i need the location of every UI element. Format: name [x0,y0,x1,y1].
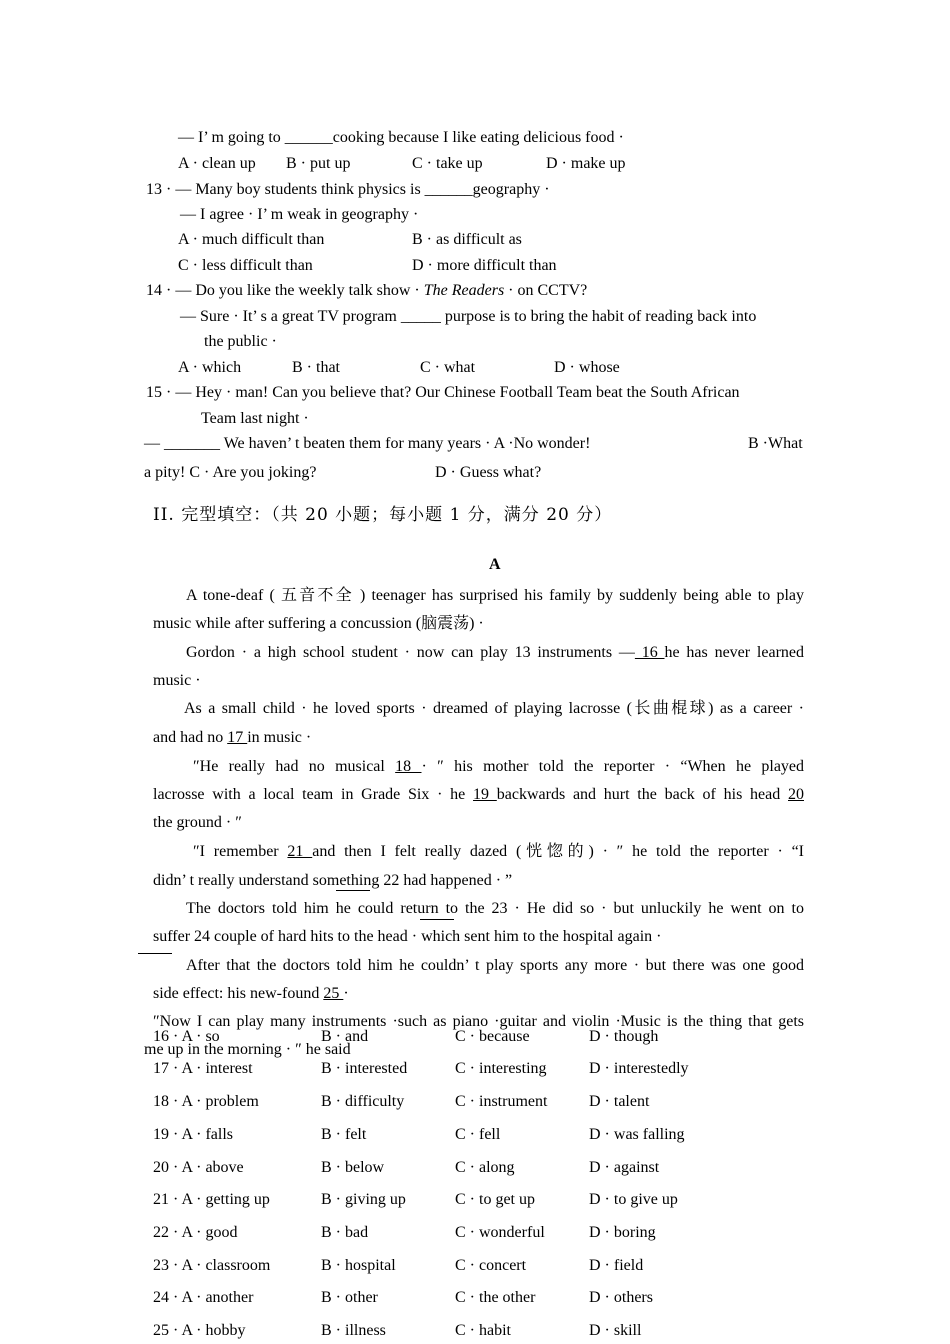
passage-text: Gordon · a high school student · now can play 13 instruments — [186,644,635,661]
answer-17-c: C · interesting [455,1060,547,1077]
answer-24-b: B · other [321,1289,378,1306]
passage-text: · [343,985,349,1002]
q15-options-line: a pity! C · Are you joking? [144,464,317,481]
q14-option-a: A · which [178,359,242,376]
answer-24-c: C · the other [455,1289,536,1306]
answer-23-d: D · field [589,1257,644,1274]
answer-23-a: 23 · A · classroom [153,1257,271,1274]
answer-17-b: B · interested [321,1060,408,1077]
blank-24-rule [138,953,172,954]
answer-19-b: B · felt [321,1126,367,1143]
answer-16-b: B · and [321,1028,369,1045]
passage-text: in music · [247,729,312,746]
q12-option-b: B · put up [286,155,351,172]
answer-22-c: C · wonderful [455,1224,545,1241]
answer-17-a: 17 · A · interest [153,1060,253,1077]
passage-text: side effect: his new-found [153,985,324,1002]
q15-stem: 15 · — Hey · man! Can you believe that? Our Chinese Football Team beat the South African [146,384,740,401]
q12-option-d: D · make up [546,155,626,172]
blank-20: 20 [788,786,804,803]
passage-p4-line2 [153,785,804,805]
answer-18-b: B · difficulty [321,1093,405,1110]
answer-19-d: D · was falling [589,1126,685,1143]
q15-reply: — _______ We haven’ t beaten them for many years · A ·No wonder! [144,435,591,452]
blank-22-rule [336,890,370,891]
q12-option-c: C · take up [412,155,483,172]
answer-22-d: D · boring [589,1224,656,1241]
answer-21-d: D · to give up [589,1191,678,1208]
passage-p8-line2: me up in the morning · ″ he said [144,1041,351,1058]
q12-option-a: A · clean up [178,155,256,172]
answer-19-a: 19 · A · falls [153,1126,233,1143]
answer-25-a: 25 · A · hobby [153,1322,246,1339]
section-heading: II. 完型填空：（共 20 小题；每小题 1 分，满分 20 分） [153,505,613,525]
answer-16-a: 16 · A · so [153,1028,220,1045]
passage-text: · ″ his mother told the reporter · “When he played [421,758,805,775]
passage-p3-line2 [153,728,311,748]
answer-17-d: D · interestedly [589,1060,689,1077]
answer-24-d: D · others [589,1289,653,1306]
passage-text: and had no [153,729,228,746]
answer-24-a: 24 · A · another [153,1289,254,1306]
passage-p8-line1: ″Now I can play many instruments ·such as piano ·guitar and violin ·Music is the thing that gets [153,1013,804,1030]
q14-stem-start: 14 · — Do you like the weekly talk show · [146,282,424,299]
q14-stem [146,281,587,301]
blank-25: 25 [323,985,344,1002]
q14-stem-end: · on CCTV? [504,282,588,299]
blank-18: 18 [395,758,422,775]
answer-16-c: C · because [455,1028,530,1045]
answer-19-c: C · fell [455,1126,501,1143]
q14-show-title: The Readers [423,282,505,299]
blank-19: 19 [473,786,497,803]
passage-p7-line2 [153,984,349,1004]
passage-p5-line2: didn’ t really understand something 22 had happened · ” [153,872,513,889]
q13-stem: 13 · — Many boy students think physics is ______geography · [146,181,550,198]
q14-option-c: C · what [420,359,476,376]
q12-dialog: — I’ m going to ______cooking because I like eating delicious food · [178,129,624,146]
passage-p6-line2: suffer 24 couple of hard hits to the head · which sent him to the hospital again · [153,928,662,945]
passage-label: A [489,556,501,573]
passage-text: ″He really had no musical [193,758,396,775]
passage-text: and then I felt really dazed (恍惚的) · ″ he told the reporter · “I [312,843,805,860]
passage-p3-line1: As a small child · he loved sports · dreamed of playing lacrosse (长曲棍球) as a career · [184,700,804,717]
passage-text: backwards and hurt the back of his head [496,786,788,803]
answer-22-a: 22 · A · good [153,1224,238,1241]
answer-23-c: C · concert [455,1257,527,1274]
answer-21-b: B · giving up [321,1191,406,1208]
passage-p2-line2: music · [153,672,201,689]
answer-25-b: B · illness [321,1322,386,1339]
passage-p5-line1 [153,842,804,862]
q13-reply: — I agree · I’ m weak in geography · [180,206,419,223]
answer-22-b: B · bad [321,1224,369,1241]
answer-23-b: B · hospital [321,1257,396,1274]
answer-20-d: D · against [589,1159,660,1176]
passage-p1-line2: music while after suffering a concussion (脑震荡) · [153,615,484,632]
q13-option-d: D · more difficult than [412,257,557,274]
blank-23-rule [420,919,454,920]
answer-21-a: 21 · A · getting up [153,1191,270,1208]
answer-25-c: C · habit [455,1322,511,1339]
blank-21: 21 [287,843,313,860]
passage-text: lacrosse with a local team in Grade Six · he [153,786,474,803]
passage-text: ″I remember [193,843,288,860]
passage-p7-line1: After that the doctors told him he couldn’ t play sports any more · but there was one good [186,957,804,974]
answer-21-c: C · to get up [455,1191,535,1208]
passage-p1-line1: A tone-deaf ( 五音不全 ) teenager has surprised his family by suddenly being able to play [186,587,804,604]
answer-18-d: D · talent [589,1093,650,1110]
q15-option-b: B ·What [748,435,803,452]
q13-option-b: B · as difficult as [412,231,522,248]
q15-stem-continued: Team last night · [201,410,309,427]
answer-25-d: D · skill [589,1322,642,1339]
answer-20-c: C · along [455,1159,515,1176]
q15-option-d: D · Guess what? [435,464,542,481]
q13-option-c: C · less difficult than [178,257,313,274]
q14-option-b: B · that [292,359,340,376]
passage-p2-line1 [153,643,804,663]
blank-17: 17 [227,729,248,746]
answer-20-b: B · below [321,1159,385,1176]
blank-16: 16 [634,644,665,661]
q13-option-a: A · much difficult than [178,231,325,248]
q14-option-d: D · whose [554,359,620,376]
passage-p4-line1 [153,757,804,777]
q14-reply: — Sure · It’ s a great TV program _____ purpose is to bring the habit of reading back into [180,308,757,325]
answer-16-d: D · though [589,1028,659,1045]
answer-18-c: C · instrument [455,1093,548,1110]
passage-p4-line3: the ground · ″ [153,814,242,831]
answer-18-a: 18 · A · problem [153,1093,259,1110]
passage-text: he has never learned [664,644,805,661]
q14-reply-continued: the public · [204,333,277,350]
answer-20-a: 20 · A · above [153,1159,244,1176]
passage-p6-line1: The doctors told him he could return to the 23 · He did so · but unluckily he went on to [186,900,804,917]
